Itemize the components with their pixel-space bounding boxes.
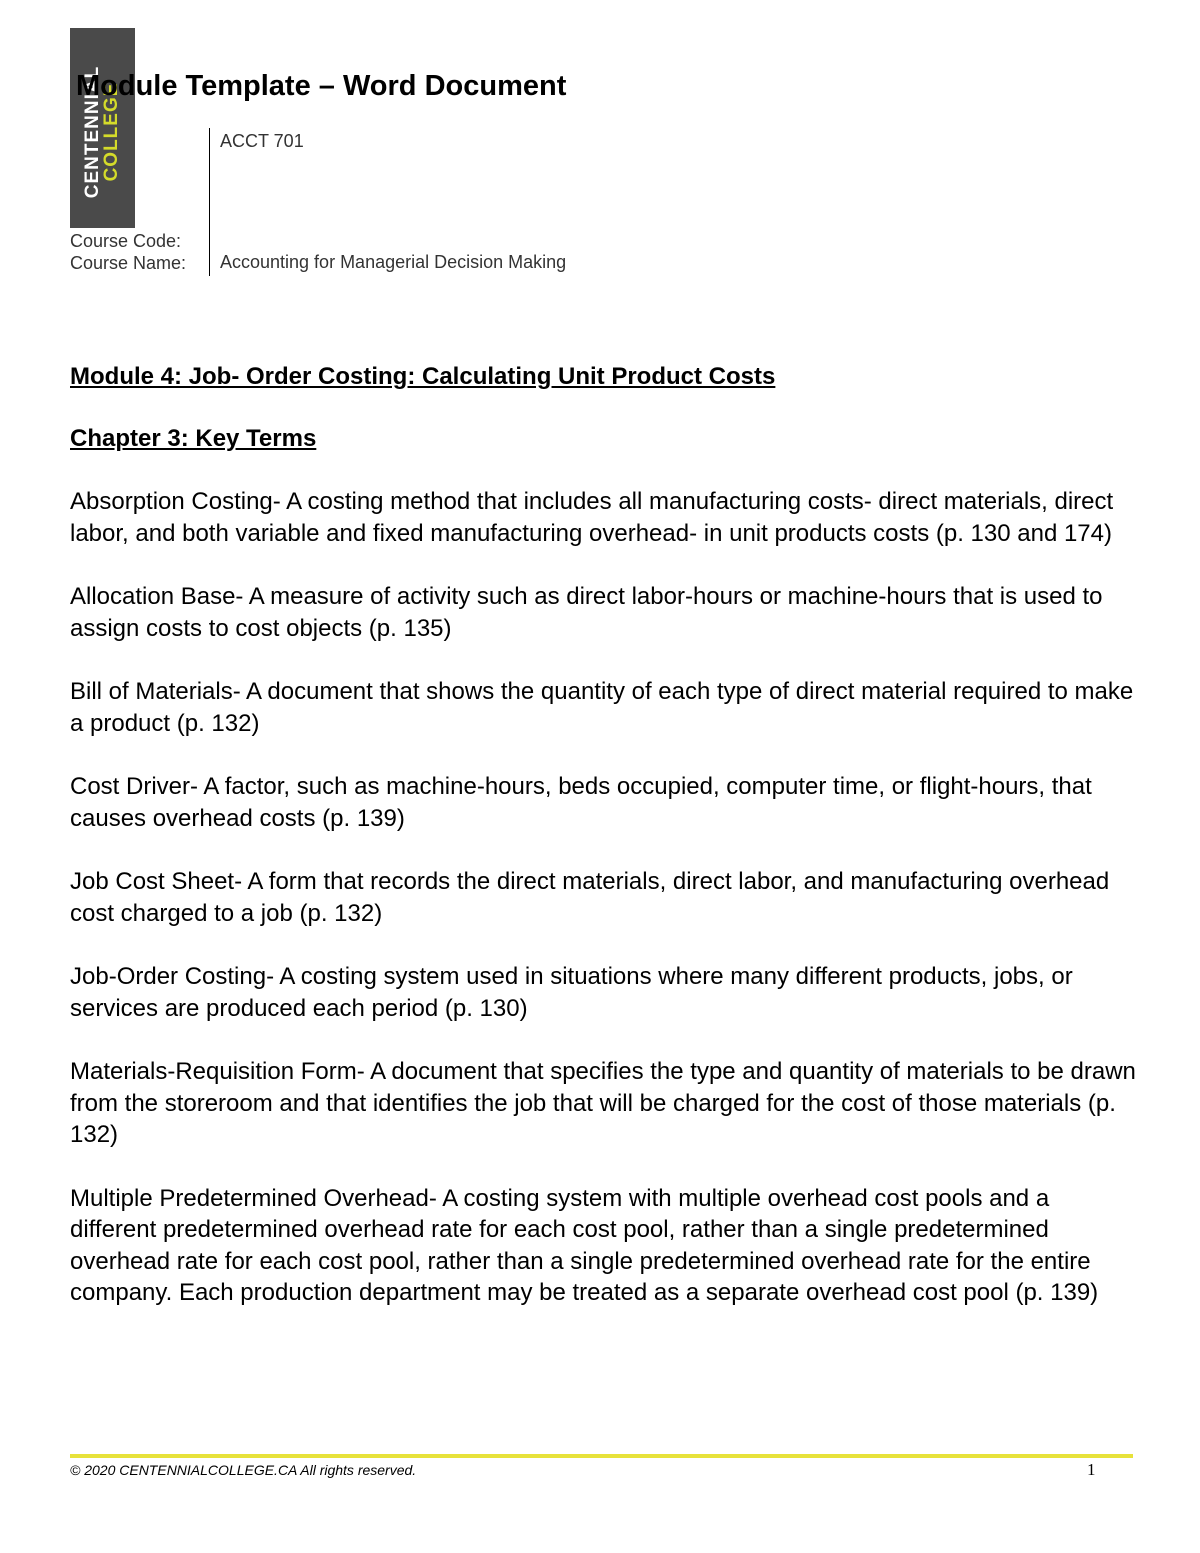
term-bill-of-materials: Bill of Materials- A document that shows the quantity of each type of direct material required to make a product (p. 132) [70, 678, 1134, 737]
term-materials-requisition-form: Materials-Requisition Form- A document that specifies the type and quantity of materials to be drawn from the storeroom and that identifies the job that will be charged for the cost of those materials (p. 132) [70, 1058, 1136, 1148]
footer-copyright: © 2020 CENTENNIALCOLLEGE.CA All rights reserved. [70, 1462, 417, 1478]
page-number: 1 [1087, 1460, 1096, 1479]
logo-text [83, 32, 121, 232]
logo-line-college: COLLEGE [101, 82, 122, 182]
course-name-value: Accounting for Managerial Decision Making [220, 252, 567, 272]
document-title: Module Template – Word Document [76, 70, 567, 102]
course-name-label: Course Name: [70, 253, 187, 273]
college-logo [70, 28, 135, 228]
course-meta-labels [70, 230, 186, 274]
module-heading: Module 4: Job- Order Costing: Calculating Unit Product Costs [70, 363, 776, 390]
term-multiple-predetermined-overhead: Multiple Predetermined Overhead- A costing system with multiple overhead cost pools and a different predetermined overhead rate for each cost pool, rather than a single predetermined overhead rate for each cost pool, rather than a single predetermined overhead rate for the entire company. Each production department may be treated as a separate overhead cost pool (p. 139) [70, 1184, 1099, 1306]
term-cost-driver: Cost Driver- A factor, such as machine-hours, beds occupied, computer time, or flight-hours, that causes overhead costs (p. 139) [70, 773, 1092, 832]
footer-rule [70, 1454, 1133, 1458]
document-body [70, 360, 1140, 1341]
term-absorption-costing: Absorption Costing- A costing method that includes all manufacturing costs- direct materials, direct labor, and both variable and fixed manufacturing overhead- in unit products costs (p. 130 and 174) [70, 488, 1114, 547]
term-job-order-costing: Job-Order Costing- A costing system used in situations where many different products, jobs, or services are produced each period (p. 130) [70, 963, 1073, 1022]
meta-divider [209, 128, 210, 276]
course-code-label: Course Code: [70, 231, 182, 251]
course-code-value: ACCT 701 [220, 131, 304, 151]
term-allocation-base: Allocation Base- A measure of activity such as direct labor-hours or machine-hours that is used to assign costs to cost objects (p. 135) [70, 583, 1103, 642]
chapter-heading: Chapter 3: Key Terms [70, 425, 317, 452]
logo-line-centennial: CENTENNIAL [82, 65, 103, 199]
key-terms-list [70, 486, 1140, 1309]
term-job-cost-sheet: Job Cost Sheet- A form that records the direct materials, direct labor, and manufacturing overhead cost charged to a job (p. 132) [70, 868, 1110, 927]
